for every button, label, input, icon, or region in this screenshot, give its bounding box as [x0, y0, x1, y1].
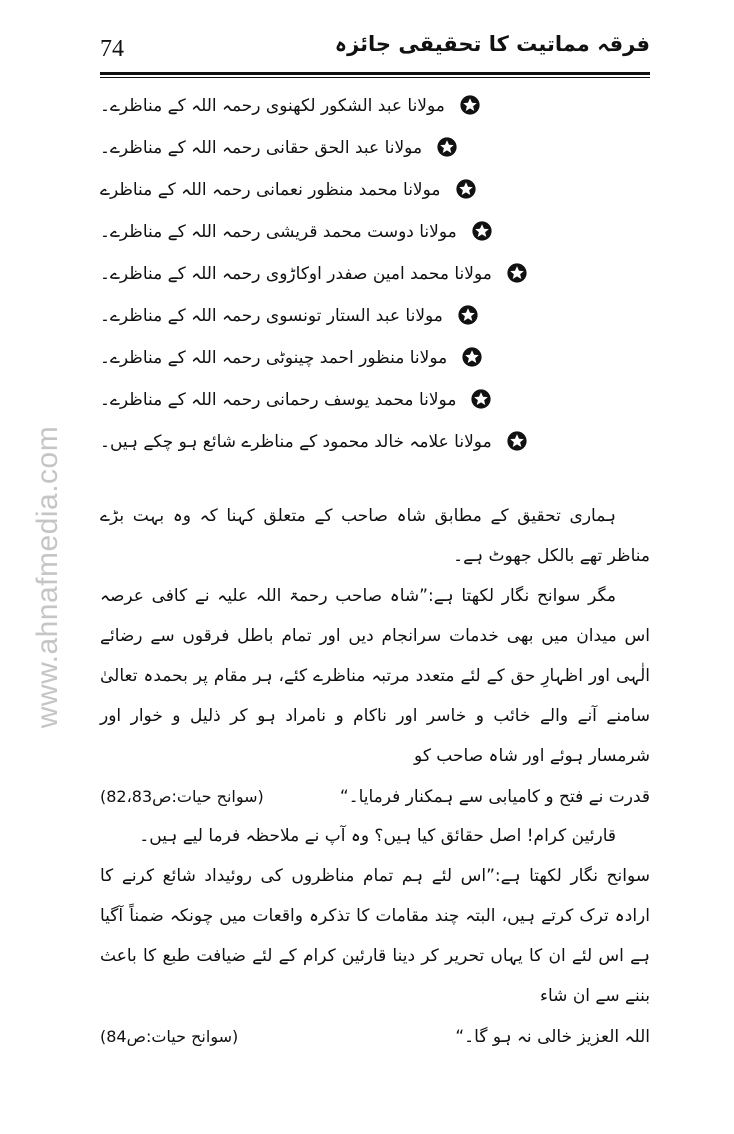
paragraph-readers: قارئین کرام! اصل حقائق کیا ہیں؟ وہ آپ نے ملاحظہ فرما لیے ہیں۔: [139, 826, 616, 846]
list-item: [100, 126, 650, 168]
star-bullet-icon: [455, 178, 477, 200]
list-item-text: مولانا محمد امین صفدر اوکاڑوی رحمہ اللہ کے مناظرے۔: [100, 263, 492, 284]
page-header: [100, 30, 650, 76]
star-bullet-icon: [470, 388, 492, 410]
star-bullet-icon: [506, 430, 528, 452]
list-item-text: مولانا عبد الحق حقانی رحمہ اللہ کے مناظرے۔: [100, 137, 423, 158]
star-bullet-icon: [459, 94, 481, 116]
star-bullet-icon: [436, 136, 458, 158]
list-item-text: مولانا منظور احمد چینوٹی رحمہ اللہ کے مناظرے۔: [100, 347, 448, 368]
watermark-text: www.ahnafmedia.com: [31, 425, 64, 729]
paragraph-second-quote: سوانح نگار لکھتا ہے:”اس لئے ہم تمام مناظروں کی روئیداد شائع کرنے کا ارادہ ترک کرتے ہیں، البتہ چند مقامات کا تذکرہ واقعات میں چونکہ ضمناً آگیا ہے اس لئے ان کا یہاں تحریر کر دینا قارئین کرام کے لئے ضیافت طبع کا باعث بننے سے ان شاء: [100, 866, 650, 1006]
star-bullet-icon: [457, 304, 479, 326]
header-rule-thick: [100, 72, 650, 75]
list-item-text: مولانا محمد منظور نعمانی رحمہ اللہ کے مناظرے: [100, 179, 441, 200]
list-item-text: مولانا علامہ خالد محمود کے مناظرے شائع ہو چکے ہیں۔: [100, 431, 492, 452]
second-quote-closing-text: اللہ العزیز خالی نہ ہو گا۔“: [455, 1026, 650, 1047]
citation-ref-2: (سوانح حیات:ص84): [100, 1026, 239, 1046]
body-text: [100, 496, 650, 1056]
list-item: [100, 84, 650, 126]
quote-closing-text: قدرت نے فتح و کامیابی سے ہمکنار فرمایا۔“: [339, 786, 650, 807]
second-quote-closing-line: [100, 1016, 650, 1056]
list-item: [100, 294, 650, 336]
header-rule-thin: [100, 77, 650, 78]
quote-closing-line: [100, 776, 650, 816]
star-bullet-icon: [461, 346, 483, 368]
list-item: [100, 252, 650, 294]
page-number: 74: [100, 36, 124, 62]
paragraph-biographer-quote: مگر سوانح نگار لکھتا ہے:”شاہ صاحب رحمۃ اللہ علیہ نے کافی عرصہ اس میدان میں بھی خدمات سرانجام دیں اور تمام باطل فرقوں سے رضائے الٰہی اور اظہارِ حق کے لئے متعدد مرتبہ مناظرے کئے، ہر مقام پر بحمدہ تعالیٰ سامنے آنے والے خائب و خاسر اور ناکام و نامراد ہو کر ذلیل و خوار اور شرمسار ہوئے اور شاہ صاحب کو: [100, 586, 650, 766]
scholar-list: [100, 84, 650, 462]
list-item-text: مولانا عبد الشکور لکھنوی رحمہ اللہ کے مناظرے۔: [100, 95, 445, 116]
list-item-text: مولانا عبد الستار تونسوی رحمہ اللہ کے مناظرے۔: [100, 305, 443, 326]
citation-ref: (سوانح حیات:ص82،83): [100, 786, 264, 806]
star-bullet-icon: [471, 220, 493, 242]
list-item: [100, 210, 650, 252]
star-bullet-icon: [506, 262, 528, 284]
running-title: فرقہ مماتیت کا تحقیقی جائزہ: [334, 32, 650, 56]
list-item: [100, 336, 650, 378]
list-item-text: مولانا دوست محمد قریشی رحمہ اللہ کے مناظرے۔: [100, 221, 457, 242]
paragraph-claim: ہماری تحقیق کے مطابق شاہ صاحب کے متعلق کہنا کہ وہ بہت بڑے مناظر تھے بالکل جھوٹ ہے۔: [100, 506, 650, 566]
list-item: [100, 168, 650, 210]
list-item-text: مولانا محمد یوسف رحمانی رحمہ اللہ کے مناظرے۔: [100, 389, 457, 410]
list-item: [100, 378, 650, 420]
list-item: [100, 420, 650, 462]
watermark: [31, 402, 64, 752]
